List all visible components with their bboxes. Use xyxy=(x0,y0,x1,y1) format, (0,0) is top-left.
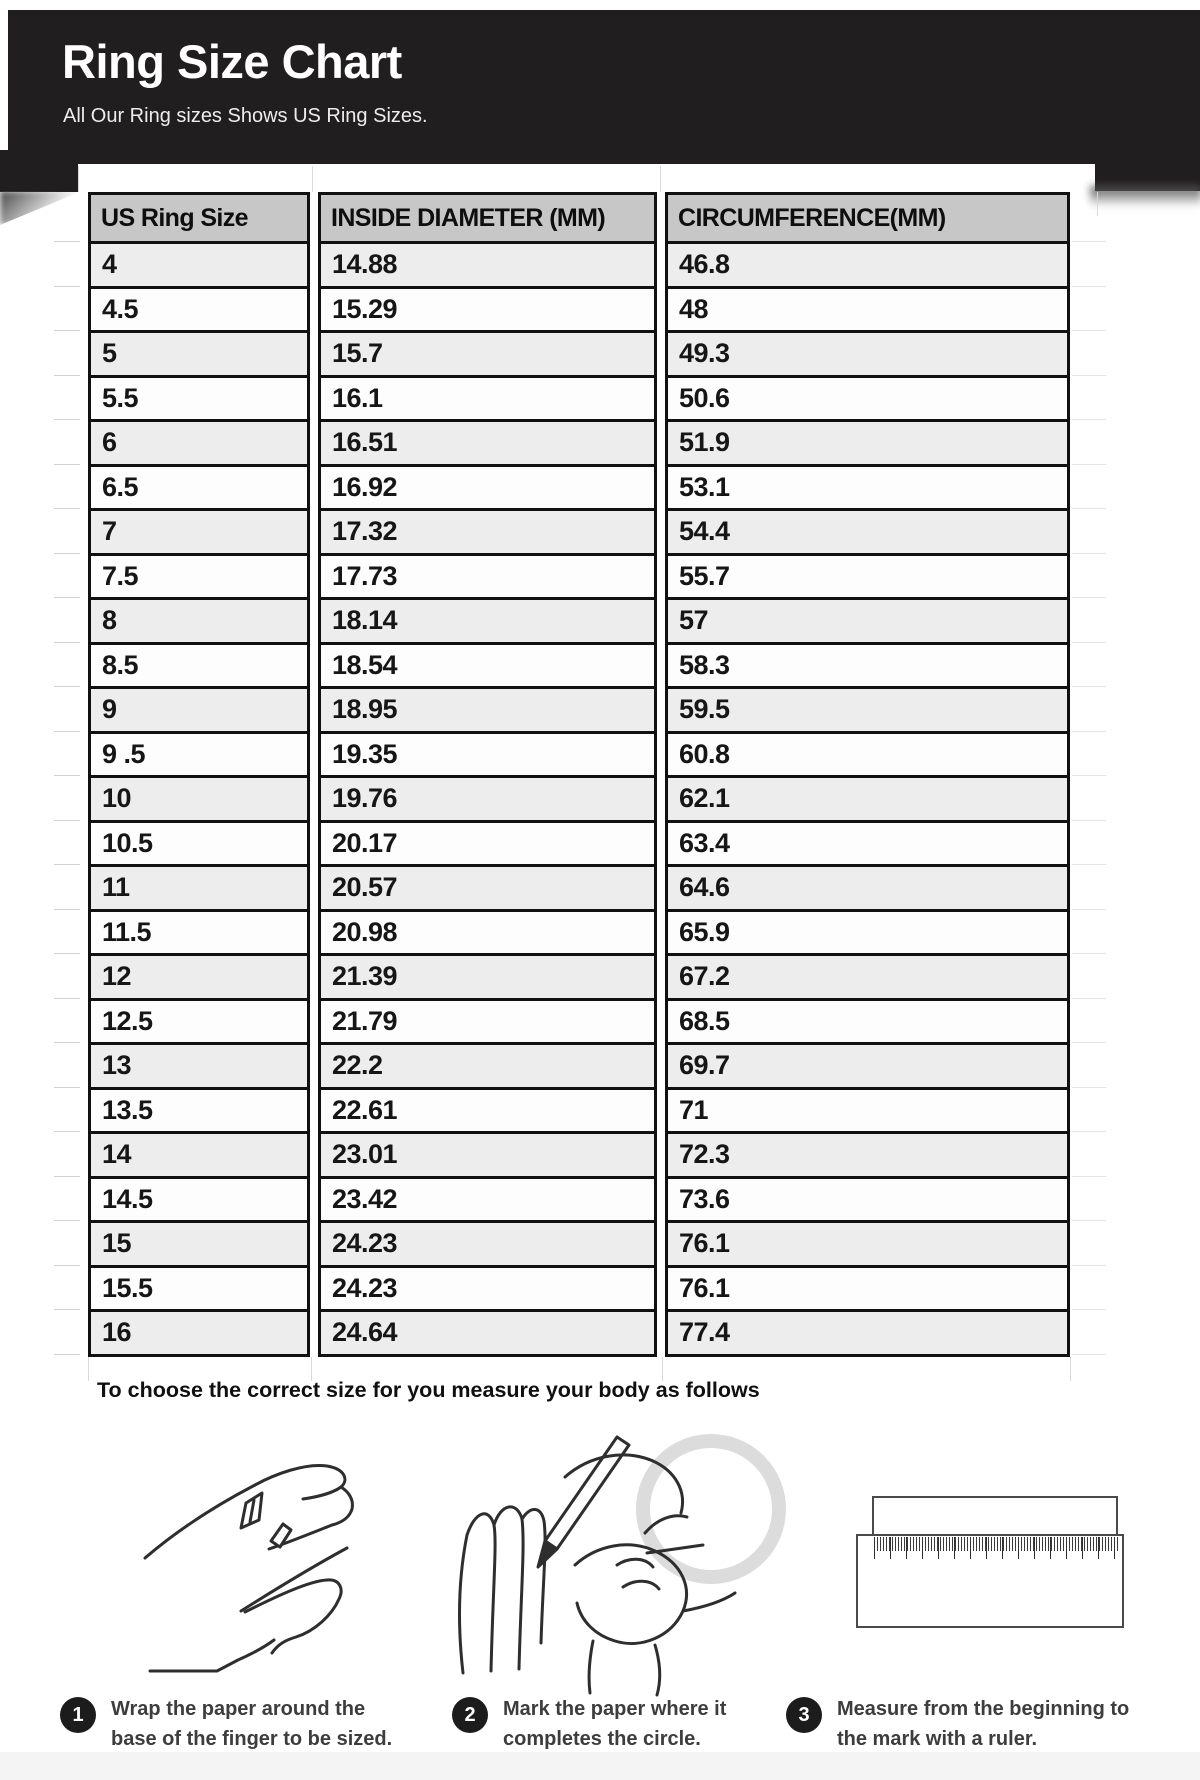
table-cell: 46.8 xyxy=(668,241,1067,286)
top-margin xyxy=(0,0,1200,10)
table-cell: 57 xyxy=(668,597,1067,642)
table-cell: 18.95 xyxy=(321,686,654,731)
step-3-line-1: Measure from the beginning to xyxy=(837,1698,1130,1720)
sheet-row-line xyxy=(1072,330,1106,331)
sheet-row-tick xyxy=(54,864,80,865)
table-cell: 14.88 xyxy=(321,241,654,286)
table-cell: 20.57 xyxy=(321,864,654,909)
table-cell: 62.1 xyxy=(668,775,1067,820)
table-cell: 18.14 xyxy=(321,597,654,642)
sheet-row-line xyxy=(1072,953,1106,954)
sheet-row-line xyxy=(1072,553,1106,554)
table-cell: 24.23 xyxy=(321,1265,654,1310)
table-cell: 5.5 xyxy=(91,375,307,420)
sheet-row-tick xyxy=(54,953,80,954)
sheet-row-tick xyxy=(54,1042,80,1043)
sheet-row-tick xyxy=(54,909,80,910)
sheet-row-line xyxy=(1072,1176,1106,1177)
sheet-row-line xyxy=(1072,1354,1106,1355)
column-header-inside-diameter: INSIDE DIAMETER (MM) xyxy=(321,195,654,241)
table-cell: 6 xyxy=(91,419,307,464)
table-cell: 16.51 xyxy=(321,419,654,464)
step-2-line-1: Mark the paper where it xyxy=(503,1698,727,1720)
table-cell: 53.1 xyxy=(668,464,1067,509)
column-header-circumference: CIRCUMFERENCE(MM) xyxy=(668,195,1067,241)
table-cell: 19.76 xyxy=(321,775,654,820)
sheet-row-line xyxy=(1072,686,1106,687)
banner-left-fold-shadow xyxy=(0,191,82,225)
table-cell: 49.3 xyxy=(668,330,1067,375)
step-3 xyxy=(786,1694,1129,1755)
step-2-line-2: completes the circle. xyxy=(503,1728,701,1751)
step-1-badge: 1 xyxy=(60,1697,96,1733)
table-cell: 8 xyxy=(91,597,307,642)
sheet-row-line xyxy=(1072,998,1106,999)
table-cell: 20.17 xyxy=(321,820,654,865)
table-cell: 73.6 xyxy=(668,1176,1067,1221)
table-cell: 23.42 xyxy=(321,1176,654,1221)
sheet-row-tick xyxy=(54,642,80,643)
table-cell: 51.9 xyxy=(668,419,1067,464)
table-cell: 22.2 xyxy=(321,1042,654,1087)
sheet-row-line xyxy=(1072,1220,1106,1221)
sheet-column-line xyxy=(1097,192,1098,216)
sheet-row-tick xyxy=(54,508,80,509)
sheet-row-line xyxy=(1072,419,1106,420)
table-cell: 23.01 xyxy=(321,1131,654,1176)
sheet-row-tick xyxy=(54,1087,80,1088)
sheet-row-line xyxy=(1072,1042,1106,1043)
sheet-row-line xyxy=(1072,241,1106,242)
table-cell: 21.79 xyxy=(321,998,654,1043)
step-3-text xyxy=(837,1694,1129,1755)
table-cell: 9 .5 xyxy=(91,731,307,776)
table-cell: 24.64 xyxy=(321,1309,654,1354)
sheet-column-line xyxy=(312,166,313,192)
table-cell: 50.6 xyxy=(668,375,1067,420)
table-cell: 67.2 xyxy=(668,953,1067,998)
banner-right-fold-shadow xyxy=(1090,186,1200,214)
step-2-badge: 2 xyxy=(452,1697,488,1733)
table-cell: 10 xyxy=(91,775,307,820)
sheet-row-tick xyxy=(54,820,80,821)
step-2 xyxy=(452,1694,726,1755)
column-header-us-ring-size: US Ring Size xyxy=(91,195,307,241)
sheet-row-tick xyxy=(54,241,80,242)
sheet-row-tick xyxy=(54,1354,80,1355)
sheet-row-tick xyxy=(54,1131,80,1132)
table-cell: 60.8 xyxy=(668,731,1067,776)
table-cell: 17.32 xyxy=(321,508,654,553)
sheet-row-line xyxy=(1072,775,1106,776)
table-cell: 63.4 xyxy=(668,820,1067,865)
table-cell: 17.73 xyxy=(321,553,654,598)
table-cell: 76.1 xyxy=(668,1220,1067,1265)
table-cell: 4 xyxy=(91,241,307,286)
step-1-text xyxy=(111,1694,392,1755)
table-cell: 21.39 xyxy=(321,953,654,998)
table-cell: 10.5 xyxy=(91,820,307,865)
step-1-line-2: base of the finger to be sized. xyxy=(111,1728,393,1751)
sheet-column-line xyxy=(78,166,79,192)
sheet-row-line xyxy=(1072,286,1106,287)
table-cell: 76.1 xyxy=(668,1265,1067,1310)
table-cell: 12 xyxy=(91,953,307,998)
hand-wrap-paper-illustration xyxy=(95,1430,375,1710)
table-column-inside-diameter xyxy=(318,192,657,1357)
table-column-circumference xyxy=(665,192,1070,1357)
step-2-text xyxy=(503,1694,726,1755)
paper-strip-illustration xyxy=(872,1496,1118,1538)
bottom-margin xyxy=(0,1752,1200,1780)
table-cell: 72.3 xyxy=(668,1131,1067,1176)
table-cell: 6.5 xyxy=(91,464,307,509)
sheet-row-tick xyxy=(54,731,80,732)
table-cell: 4.5 xyxy=(91,286,307,331)
table-cell: 59.5 xyxy=(668,686,1067,731)
sheet-row-tick xyxy=(54,998,80,999)
step-1 xyxy=(60,1694,392,1755)
sheet-row-line xyxy=(1072,1087,1106,1088)
sheet-row-tick xyxy=(54,330,80,331)
table-cell: 48 xyxy=(668,286,1067,331)
table-cell: 13.5 xyxy=(91,1087,307,1132)
table-cell: 71 xyxy=(668,1087,1067,1132)
table-cell: 15 xyxy=(91,1220,307,1265)
sheet-row-tick xyxy=(54,464,80,465)
sheet-row-line xyxy=(1072,1265,1106,1266)
table-cell: 68.5 xyxy=(668,998,1067,1043)
sheet-row-line xyxy=(1072,909,1106,910)
sheet-row-tick xyxy=(54,553,80,554)
table-cell: 65.9 xyxy=(668,909,1067,954)
table-cell: 77.4 xyxy=(668,1309,1067,1354)
header-banner xyxy=(8,10,1200,164)
sheet-row-line xyxy=(1072,731,1106,732)
table-cell: 11 xyxy=(91,864,307,909)
table-cell: 11.5 xyxy=(91,909,307,954)
sheet-column-line xyxy=(660,166,661,192)
hand-mark-pencil-illustration xyxy=(405,1415,797,1707)
sheet-row-line xyxy=(1072,1309,1106,1310)
instruction-heading: To choose the correct size for you measure your body as follows xyxy=(97,1378,760,1402)
table-cell: 18.54 xyxy=(321,642,654,687)
step-1-line-1: Wrap the paper around the xyxy=(111,1698,366,1720)
sheet-row-line xyxy=(1072,1131,1106,1132)
sheet-column-line xyxy=(1070,1357,1071,1381)
table-cell: 22.61 xyxy=(321,1087,654,1132)
sheet-row-tick xyxy=(54,686,80,687)
table-cell: 15.29 xyxy=(321,286,654,331)
sheet-row-tick xyxy=(54,1176,80,1177)
table-cell: 15.7 xyxy=(321,330,654,375)
sheet-row-tick xyxy=(54,375,80,376)
table-cell: 15.5 xyxy=(91,1265,307,1310)
banner-ribbon-left-end xyxy=(0,150,78,192)
page-subtitle: All Our Ring sizes Shows US Ring Sizes. xyxy=(63,105,428,127)
table-cell: 16 xyxy=(91,1309,307,1354)
table-cell: 54.4 xyxy=(668,508,1067,553)
table-cell: 12.5 xyxy=(91,998,307,1043)
sheet-row-tick xyxy=(54,1265,80,1266)
sheet-row-tick xyxy=(54,597,80,598)
sheet-row-line xyxy=(1072,597,1106,598)
table-cell: 7 xyxy=(91,508,307,553)
sheet-column-line xyxy=(88,1357,89,1381)
table-cell: 14 xyxy=(91,1131,307,1176)
sheet-row-line xyxy=(1072,464,1106,465)
sheet-row-line xyxy=(1072,375,1106,376)
table-cell: 19.35 xyxy=(321,731,654,776)
table-cell: 69.7 xyxy=(668,1042,1067,1087)
table-cell: 9 xyxy=(91,686,307,731)
ruler-tall-ticks xyxy=(874,1537,1118,1559)
sheet-row-tick xyxy=(54,1220,80,1221)
table-column-us-ring-size xyxy=(88,192,310,1357)
sheet-row-line xyxy=(1072,508,1106,509)
table-cell: 64.6 xyxy=(668,864,1067,909)
sheet-row-line xyxy=(1072,642,1106,643)
sheet-row-tick xyxy=(54,1309,80,1310)
table-cell: 24.23 xyxy=(321,1220,654,1265)
table-cell: 13 xyxy=(91,1042,307,1087)
sheet-row-tick xyxy=(54,775,80,776)
table-cell: 8.5 xyxy=(91,642,307,687)
table-cell: 58.3 xyxy=(668,642,1067,687)
step-3-badge: 3 xyxy=(786,1697,822,1733)
page-title: Ring Size Chart xyxy=(62,35,402,88)
sheet-row-line xyxy=(1072,864,1106,865)
table-cell: 5 xyxy=(91,330,307,375)
table-cell: 16.92 xyxy=(321,464,654,509)
sheet-row-tick xyxy=(54,286,80,287)
sheet-row-line xyxy=(1072,820,1106,821)
table-cell: 16.1 xyxy=(321,375,654,420)
step-3-line-2: the mark with a ruler. xyxy=(837,1728,1038,1751)
sheet-row-tick xyxy=(54,419,80,420)
table-cell: 55.7 xyxy=(668,553,1067,598)
table-cell: 14.5 xyxy=(91,1176,307,1221)
table-cell: 20.98 xyxy=(321,909,654,954)
table-cell: 7.5 xyxy=(91,553,307,598)
